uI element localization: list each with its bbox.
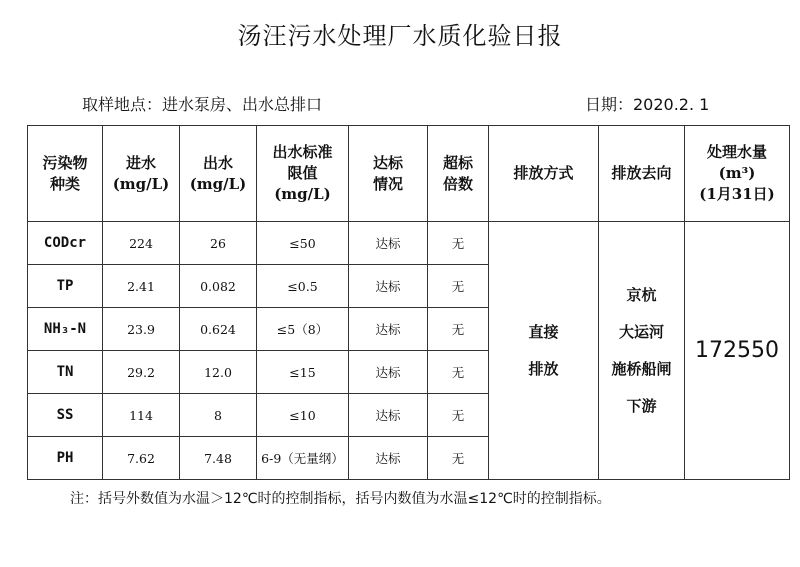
pollutant-name: CODcr <box>28 222 103 265</box>
header-row <box>28 126 790 222</box>
influent-value: 23.9 <box>103 308 180 351</box>
header-status: 达标 情况 <box>349 126 428 222</box>
discharge-method: 直接 排放 <box>489 222 599 480</box>
effluent-value: 12.0 <box>180 351 257 394</box>
header-exceed: 超标 倍数 <box>428 126 489 222</box>
status-value: 达标 <box>349 394 428 437</box>
influent-value: 224 <box>103 222 180 265</box>
footnote: 注：括号外数值为水温＞12℃时的控制指标，括号内数值为水温≤12℃时的控制指标。 <box>70 491 611 507</box>
exceed-value: 无 <box>428 437 489 480</box>
pollutant-name: TP <box>28 265 103 308</box>
status-value: 达标 <box>349 437 428 480</box>
report-title: 汤汪污水处理厂水质化验日报 <box>237 22 563 50</box>
header-pollutant: 污染物 种类 <box>28 126 103 222</box>
effluent-value: 0.082 <box>180 265 257 308</box>
effluent-value: 26 <box>180 222 257 265</box>
discharge-destination: 京杭 大运河 施桥船闸 下游 <box>599 222 685 480</box>
influent-value: 114 <box>103 394 180 437</box>
pollutant-name: NH₃-N <box>28 308 103 351</box>
status-value: 达标 <box>349 222 428 265</box>
water-quality-table <box>27 125 790 480</box>
effluent-value: 7.48 <box>180 437 257 480</box>
limit-value: ≤0.5 <box>257 265 349 308</box>
limit-value: ≤10 <box>257 394 349 437</box>
exceed-value: 无 <box>428 222 489 265</box>
status-value: 达标 <box>349 351 428 394</box>
header-influent: 进水 (mg/L) <box>103 126 180 222</box>
treated-volume: 172550 <box>685 222 790 480</box>
influent-value: 29.2 <box>103 351 180 394</box>
header-effluent: 出水 (mg/L) <box>180 126 257 222</box>
exceed-value: 无 <box>428 308 489 351</box>
influent-value: 2.41 <box>103 265 180 308</box>
pollutant-name: TN <box>28 351 103 394</box>
report-date: 日期：2020.2. 1 <box>585 95 710 114</box>
sampling-location: 取样地点：进水泵房、出水总排口 <box>82 95 323 114</box>
limit-value: ≤50 <box>257 222 349 265</box>
exceed-value: 无 <box>428 265 489 308</box>
header-method: 排放方式 <box>489 126 599 222</box>
header-limit: 出水标准 限值 (mg/L) <box>257 126 349 222</box>
exceed-value: 无 <box>428 351 489 394</box>
influent-value: 7.62 <box>103 437 180 480</box>
header-destination: 排放去向 <box>599 126 685 222</box>
table-row <box>28 222 790 265</box>
status-value: 达标 <box>349 265 428 308</box>
header-volume: 处理水量 (m³) (1月31日) <box>685 126 790 222</box>
limit-value: ≤15 <box>257 351 349 394</box>
effluent-value: 8 <box>180 394 257 437</box>
limit-value: ≤5（8） <box>257 308 349 351</box>
pollutant-name: PH <box>28 437 103 480</box>
exceed-value: 无 <box>428 394 489 437</box>
limit-value: 6-9（无量纲） <box>257 437 349 480</box>
effluent-value: 0.624 <box>180 308 257 351</box>
status-value: 达标 <box>349 308 428 351</box>
pollutant-name: SS <box>28 394 103 437</box>
